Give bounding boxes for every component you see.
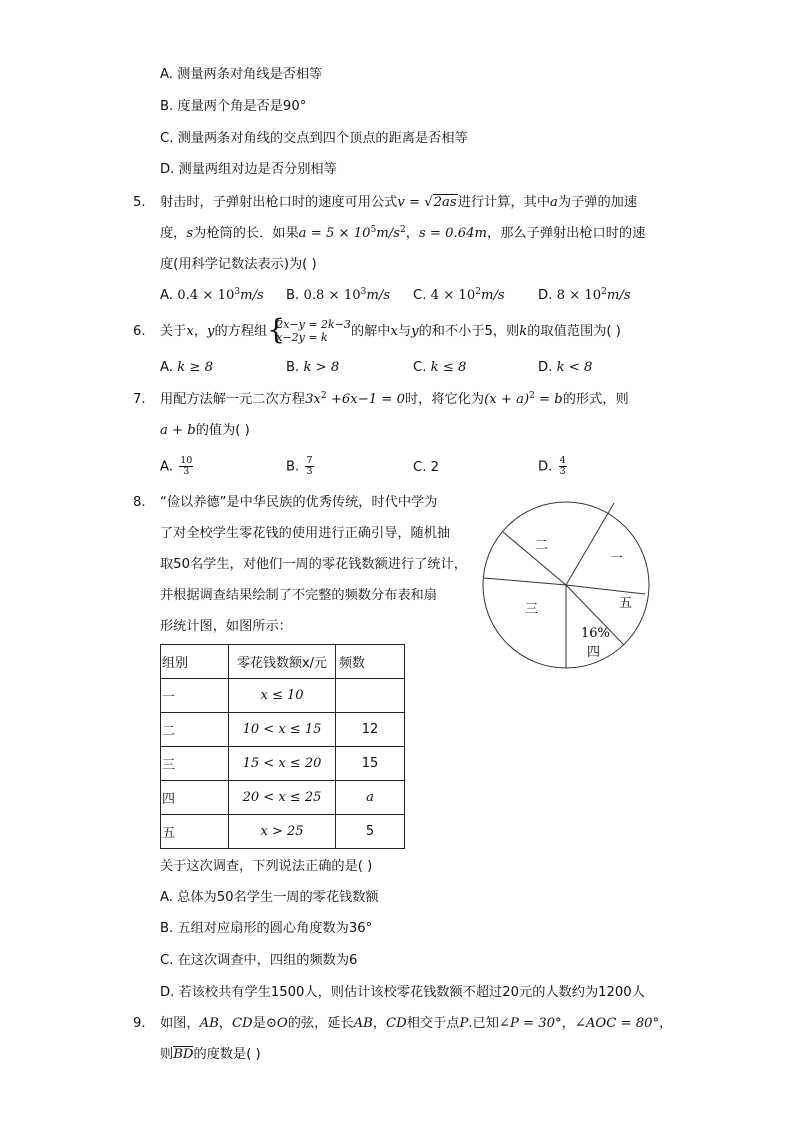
q7-line-1: 用配方法解一元二次方程$3x^2 +6x-1 = 0$时，将它化为$(x + a)^2 = b$的形式，则 bbox=[160, 391, 629, 407]
q6-stem: 关于x，y的方程组 { 2x−y = 2k−3 x−2y = k 的解中x与y的和不小于5，则k的取值范围为( ) bbox=[160, 313, 621, 346]
q8-line-3: 取50名学生，对他们一周的零花钱数额进行了统计， bbox=[160, 557, 467, 572]
q8-option-c: C. 在这次调查中，四组的频数为6 bbox=[160, 953, 358, 968]
q6-number: 6. bbox=[133, 324, 146, 339]
q5-line-2: 度，s为枪筒的长．如果$a = 5 \times 10^5m/s^2$，s = 0.64m，那么子弹射出枪口时的速 bbox=[160, 225, 646, 241]
pie-chart bbox=[480, 500, 655, 680]
frequency-table bbox=[160, 644, 405, 849]
q9-number: 9. bbox=[133, 1016, 146, 1031]
table-cell: 一 bbox=[161, 679, 229, 713]
q8-line-5: 形统计图，如图所示： bbox=[160, 619, 292, 634]
table-header-cell: 组别 bbox=[161, 645, 229, 679]
q8-option-b: B. 五组对应扇形的圆心角度数为36° bbox=[160, 921, 373, 936]
table-row bbox=[161, 781, 405, 815]
q9-line-1: 如图，AB，CD是⊙O的弦，延长AB，CD相交于点P.已知∠P = 30°，∠AOC = 80°， bbox=[160, 1016, 673, 1031]
q5-option-c: C. $4 \times 10^2m/s$ bbox=[413, 287, 505, 303]
pie-label-1: 一 bbox=[610, 551, 624, 566]
q5-line-3: 度(用科学记数法表示)为( ) bbox=[160, 257, 317, 272]
q7-option-b: B. $\frac{7}{3}$ bbox=[286, 455, 313, 477]
table-cell: 五 bbox=[161, 815, 229, 849]
table-row bbox=[161, 713, 405, 747]
q7-number: 7. bbox=[133, 392, 146, 407]
table-header-row bbox=[161, 645, 405, 679]
q6-equation-system: { 2x−y = 2k−3 x−2y = k bbox=[267, 313, 351, 346]
table-cell: x > 25 bbox=[229, 815, 336, 849]
table-cell: 15 < x ≤ 20 bbox=[229, 747, 336, 781]
q8-line-2: 了对全校学生零花钱的使用进行正确引导，随机抽 bbox=[160, 526, 451, 541]
q8-line-4: 并根据调查结果绘制了不完整的频数分布表和扇 bbox=[160, 588, 437, 603]
q4-option-c: C. 测量两条对角线的交点到四个顶点的距离是否相等 bbox=[160, 131, 468, 146]
pie-label-2: 二 bbox=[535, 538, 549, 553]
table-cell: 四 bbox=[161, 781, 229, 815]
q8-option-d: D. 若该校共有学生1500人，则估计该校零花钱数额不超过20元的人数约为1200人 bbox=[160, 985, 645, 1000]
q8-stem: 关于这次调查，下列说法正确的是( ) bbox=[160, 859, 373, 874]
pie-label-4-percent: 16% bbox=[581, 626, 610, 641]
table-cell: 三 bbox=[161, 747, 229, 781]
q5-option-a: A. $0.4 \times 10^3m/s$ bbox=[160, 287, 264, 303]
table-row bbox=[161, 815, 405, 849]
table-row bbox=[161, 747, 405, 781]
table-cell: a bbox=[336, 781, 405, 815]
table-cell: 10 < x ≤ 15 bbox=[229, 713, 336, 747]
table-cell: 20 < x ≤ 25 bbox=[229, 781, 336, 815]
q5-number: 5. bbox=[133, 195, 146, 210]
table-cell: x ≤ 10 bbox=[229, 679, 336, 713]
q6-option-c: C. k ≤ 8 bbox=[413, 360, 467, 375]
q5-option-d: D. $8 \times 10^2m/s$ bbox=[538, 287, 631, 303]
q8-number: 8. bbox=[133, 495, 146, 510]
table-cell: 二 bbox=[161, 713, 229, 747]
table-header-cell: 频数 bbox=[336, 645, 405, 679]
pie-label-4: 四 bbox=[587, 645, 601, 660]
q7-option-c: C. 2 bbox=[413, 460, 439, 475]
table-cell bbox=[336, 679, 405, 713]
pie-label-5: 五 bbox=[619, 596, 633, 611]
q7-option-a: A. $\frac{10}{3}$ bbox=[160, 455, 193, 477]
q5-line-1: 射击时，子弹射出枪口时的速度可用公式v = √2as进行计算，其中a为子弹的加速 bbox=[160, 195, 638, 210]
q6-option-d: D. k < 8 bbox=[538, 360, 593, 375]
q6-option-a: A. k ≥ 8 bbox=[160, 360, 214, 375]
q4-option-a: A. 测量两条对角线是否相等 bbox=[160, 67, 323, 82]
q4-option-b: B. 度量两个角是否是90° bbox=[160, 99, 307, 114]
table-cell: 15 bbox=[336, 747, 405, 781]
q7-option-d: D. $\frac{4}{3}$ bbox=[538, 455, 566, 477]
pie-label-3: 三 bbox=[525, 602, 539, 617]
q9-line-2: 则BD的度数是( ) bbox=[160, 1047, 261, 1062]
table-row bbox=[161, 679, 405, 713]
table-cell: 12 bbox=[336, 713, 405, 747]
q5-option-b: B. $0.8 \times 10^3m/s$ bbox=[286, 287, 391, 303]
table-cell: 5 bbox=[336, 815, 405, 849]
q6-option-b: B. k > 8 bbox=[286, 360, 340, 375]
q4-option-d: D. 测量两组对边是否分别相等 bbox=[160, 162, 337, 177]
arc-bd: BD bbox=[173, 1047, 194, 1062]
q8-line-1: “俭以养德”是中华民族的优秀传统，时代中学为 bbox=[160, 495, 438, 510]
q7-line-2: a + b的值为( ) bbox=[160, 423, 250, 438]
table-header-cell: 零花钱数额x/元 bbox=[229, 645, 336, 679]
q8-option-a: A. 总体为50名学生一周的零花钱数额 bbox=[160, 890, 379, 905]
